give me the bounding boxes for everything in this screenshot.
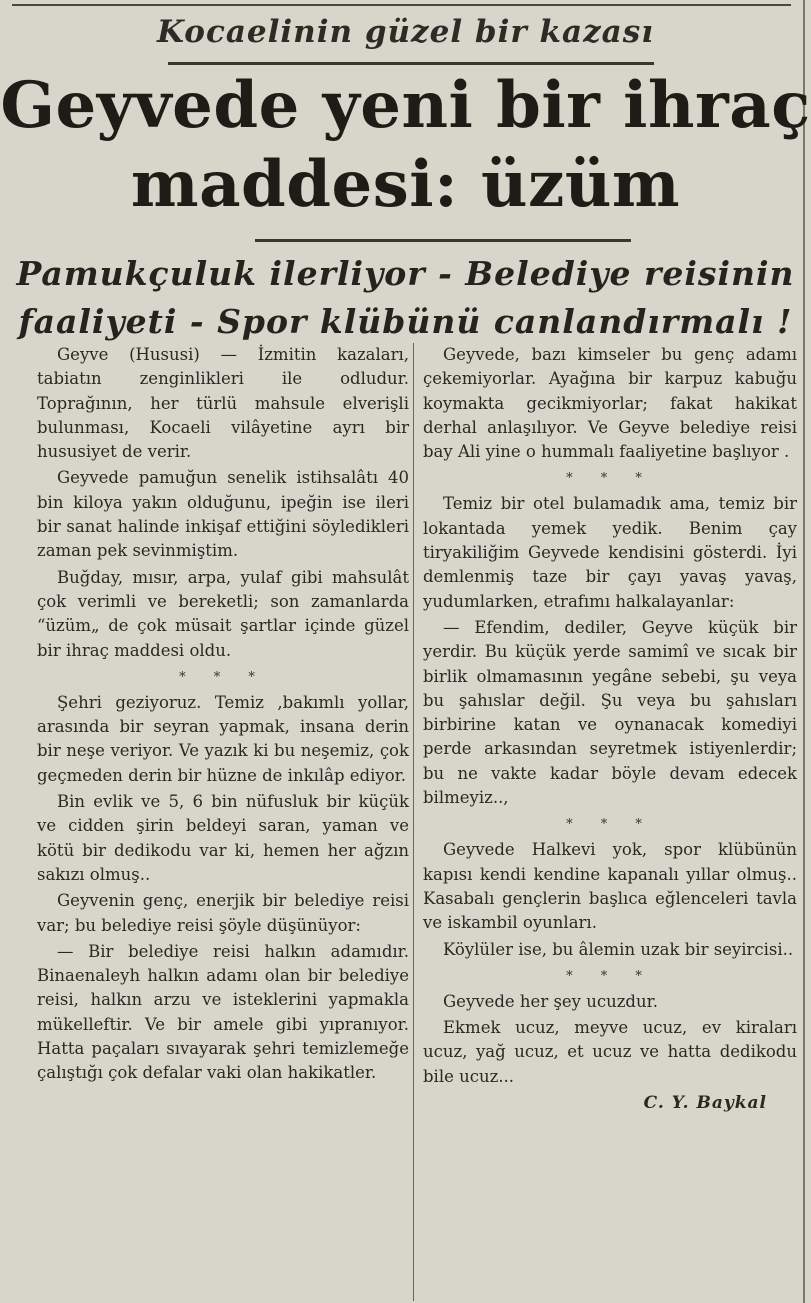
paragraph: Geyvede pamuğun senelik istihsalâtı 40 bin kiloya yakın olduğunu, ipeğin ise ileri bir sanat halinde inkişaf ettiğini söyledikleri zaman pek sevinmiştim. <box>37 468 409 561</box>
section-separator: * * * <box>179 669 267 685</box>
paragraph: Geyvede Halkevi yok, spor klübünün kapısı kendi kendine kapanalı yıllar olmuş.. Kasabalı gençlerin başlıca eğlenceleri tavla ve iskambil oyunları. <box>423 840 797 933</box>
article-column-right <box>423 343 797 1115</box>
kicker-title: Kocaelinin güzel bir kazası <box>157 14 654 50</box>
section-separator: * * * <box>566 968 654 984</box>
article-column-left <box>37 343 409 1088</box>
section-separator: * * * <box>566 817 654 833</box>
subhead-line-1: Pamukçuluk ilerliyor - Belediye reisinin <box>16 254 795 293</box>
paragraph: — Efendim, dediler, Geyve küçük bir yerdir. Bu küçük yerde samimî ve sıcak bir birlik olmamasının yegâne sebebi, şu veya bu şahıslar değil. Şu veya bu şahısları birbirine katan ve oynanacak komediyi perde arkasından seyretmek istiyenlerdir; bu ne vakte kadar böyle devam edecek bilmeyiz.., <box>423 617 797 808</box>
paragraph: Ekmek ucuz, meyve ucuz, ev kiraları ucuz, yağ ucuz, et ucuz ve hatta dedikodu bile ucuz... <box>423 1018 797 1086</box>
headline-line-2: maddesi: üzüm <box>130 147 681 222</box>
subheadline <box>0 250 811 346</box>
paragraph: Geyve (Hususi) — İzmitin kazaları, tabiatın zenginlikleri ile odludur. Toprağının, her türlü mahsule elverişli bulunması, Kocaeli vilâyetine ayrı bir hususiyet de verir. <box>37 345 409 462</box>
paragraph: Bin evlik ve 5, 6 bin nüfusluk bir küçük ve cidden şirin beldeyi saran, yaman ve kötü bir dedikodu var ki, hemen her ağzın sakızı olmuş.. <box>37 792 409 884</box>
headline <box>0 66 811 224</box>
paragraph: Geyvede her şey ucuzdur. <box>443 991 658 1011</box>
headline-line-1: Geyvede yeni bir ihraç <box>0 68 811 143</box>
paragraph: Köylüler ise, bu âlemin uzak bir seyircisi.. <box>443 939 794 959</box>
paragraph: Geyvenin genç, enerjik bir belediye reisi var; bu belediye reisi şöyle düşünüyor: <box>37 891 409 935</box>
subhead-line-2: faaliyeti - Spor klübünü canlandırmalı ! <box>18 302 793 341</box>
paragraph: Buğday, mısır, arpa, yulaf gibi mahsulât çok verimli ve bereketli; son zamanlarda “üzüm„ de çok müsait şartlar içinde güzel bir ihraç maddesi oldu. <box>37 567 409 660</box>
headline-divider <box>255 239 631 242</box>
author-signature: C. Y. Baykal <box>643 1093 767 1114</box>
kicker-underline <box>168 62 654 65</box>
paragraph: Şehri geziyoruz. Temiz ,bakımlı yollar, arasında bir seyran yapmak, insana derin bir neşe veriyor. Ve yazık ki bu neşemiz, çok geçmeden derin bir hüzne de inkılâp ediyor. <box>37 692 409 785</box>
paragraph: Geyvede, bazı kimseler bu genç adamı çekemiyorlar. Ayağına bir karpuz kabuğu koymakta gecikmiyorlar; fakat hakikat derhal anlaşılıyor. Ve Geyve belediye reisi bay Ali yine o hummalı faaliyetine başlıyor . <box>423 345 797 462</box>
paragraph: — Bir belediye reisi halkın adamıdır. Binaenaleyh halkın adamı olan bir belediye reisi, halkın arzu ve isteklerini yapmakla mükelleftir. Ve bir amele gibi yıpranıyor. Hatta paçaları sıvayarak şehri temizlemeğe çalıştığı çok defalar vaki olan hakikatler. <box>37 941 409 1083</box>
paragraph: Temiz bir otel bulamadık ama, temiz bir lokantada yemek yedik. Benim çay tiryakiliğim Geyvede kendisini gösterdi. İyi demlenmiş taze bir çayı yavaş yavaş, yudumlarken, etrafımı halkalayanlar: <box>423 494 797 611</box>
column-divider <box>413 343 414 1301</box>
top-border-rule <box>12 4 791 6</box>
section-separator: * * * <box>566 471 654 487</box>
